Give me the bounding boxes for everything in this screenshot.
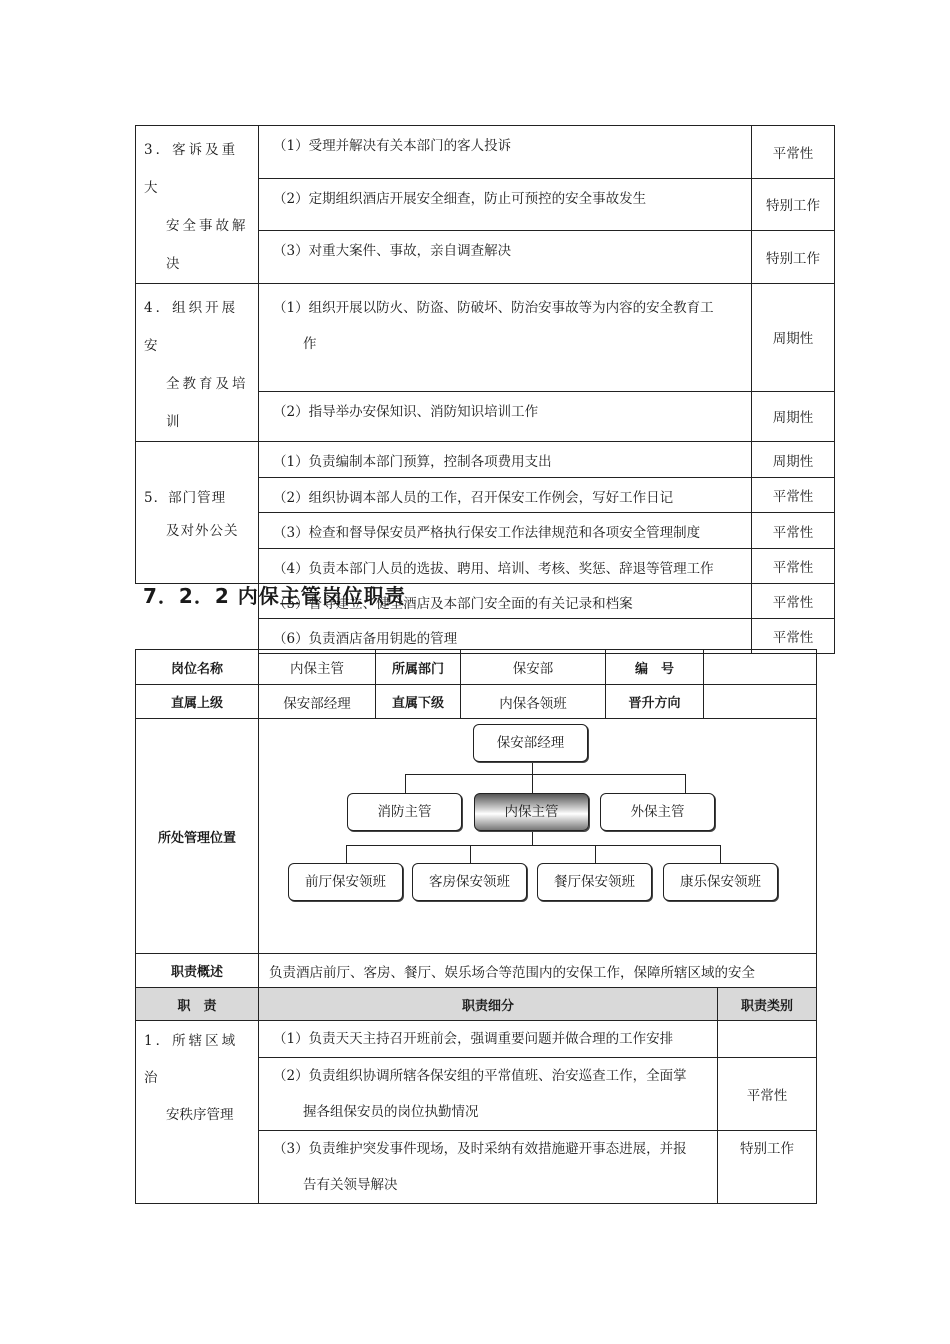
duty-item-line: 握各组保安员的岗位执勤情况 [303,1104,479,1120]
value-overview: 负责酒店前厅、客房、餐厅、娱乐场合等范围内的安保工作，保障所辖区域的安全 [259,954,817,988]
duty-category: 特别工作 [718,1131,817,1204]
section-title: 7．2．2 内保主管岗位职责 [143,584,406,608]
duty-category: 平常性 [752,126,835,179]
connector [532,774,533,793]
duty-line: 全教育及培 [166,376,249,392]
duty-category: 平常性 [752,478,835,513]
duty-cell [136,442,259,584]
duty-item-line: 告有关领导解决 [303,1177,398,1193]
org-node-external-supervisor: 外保主管 [600,793,715,831]
label-position-name: 岗位名称 [136,650,259,685]
value-promotion [704,685,817,719]
value-number [704,650,817,685]
duty-item: （4）负责本部门人员的选拔、聘用、培训、考核、奖惩、辞退等管理工作 [259,549,752,584]
org-node-frontdesk-leader: 前厅保安领班 [288,863,403,901]
duty-item: （1）负责天天主持召开班前会，强调重要问题并做合理的工作安排 [259,1021,718,1058]
duty-item: （3）对重大案件、事故，亲自调查解决 [259,231,752,284]
org-node-restaurant-leader: 餐厅保安领班 [537,863,652,901]
connector [532,762,533,774]
duty-line: 安全事故解 [166,218,249,234]
connector [720,845,721,863]
connector [346,845,720,846]
duty-line: 及对外公关 [166,523,239,539]
duty-category: 平常性 [718,1058,817,1131]
duty-item: （5）督导建立、健全酒店及本部门安全面的有关记录和档案 [259,584,752,619]
org-chart [259,719,816,953]
connector [685,774,686,793]
duty-item: （2）定期组织酒店开展安全细查，防止可预控的安全事故发生 [259,178,752,231]
duty-cell [136,126,259,284]
duty-category: 平常性 [752,513,835,549]
duty-line: 训 [166,414,183,430]
duty-cell [136,284,259,442]
duty-category: 平常性 [752,584,835,619]
duty-item-line: （3）负责维护突发事件现场，及时采纳有效措施避开事态进展，并报 [273,1141,687,1157]
duty-category: 周期性 [752,442,835,478]
duty-item: （3）检查和督导保安员严格执行保安工作法律规范和各项安全管理制度 [259,513,752,549]
job-description-table [135,649,817,1204]
value-subordinate: 内保各领班 [461,685,606,719]
duty-category: 特别工作 [752,231,835,284]
duty-category: 特别工作 [752,178,835,231]
duty-line: 决 [166,256,183,272]
value-position-name: 内保主管 [259,650,376,685]
connector [405,774,686,775]
duty-item [259,1131,718,1204]
duty-item-line: （1）组织开展以防火、防盗、防破坏、防治安事故等为内容的安全教育工 [273,300,714,316]
org-node-fire-supervisor: 消防主管 [347,793,462,831]
duty-item: （2）组织协调本部人员的工作，召开保安工作例会，写好工作日记 [259,478,752,513]
duty-item-line: 作 [303,336,317,352]
duty-line: 5．部门管理 [144,490,227,506]
duty-line: 4．组织开展安 [144,300,239,354]
duty-item: （1）负责编制本部门预算，控制各项费用支出 [259,442,752,478]
duty-item [259,1058,718,1131]
duty-item: （2）指导举办安保知识、消防知识培训工作 [259,391,752,441]
org-chart-cell [259,719,817,954]
connector [532,831,533,845]
label-overview: 职责概述 [136,954,259,988]
header-category: 职责类别 [718,988,817,1021]
label-promotion: 晋升方向 [606,685,704,719]
connector [470,845,471,863]
duty-item: （6）负责酒店备用钥匙的管理 [259,619,752,654]
org-node-recreation-leader: 康乐保安领班 [663,863,778,901]
connector [595,845,596,863]
duty-item: （1）受理并解决有关本部门的客人投诉 [259,126,752,179]
duty-cell [136,1021,259,1204]
org-node-internal-supervisor: 内保主管 [474,793,589,831]
label-number: 编 号 [606,650,704,685]
value-department: 保安部 [461,650,606,685]
value-superior: 保安部经理 [259,685,376,719]
duty-category: 平常性 [752,549,835,584]
header-duty: 职 责 [136,988,259,1021]
duty-category: 平常性 [752,619,835,654]
duty-table-continued [135,125,835,654]
label-department: 所属部门 [376,650,461,685]
duty-line: 1．所辖区域治 [144,1033,239,1086]
label-superior: 直属上级 [136,685,259,719]
connector [405,774,406,793]
duty-category: 周期性 [752,391,835,441]
org-node-manager: 保安部经理 [473,724,588,762]
header-detail: 职责细分 [259,988,718,1021]
connector [346,845,347,863]
duty-line: 3．客诉及重大 [144,142,239,196]
duty-category: 周期性 [752,284,835,392]
duty-line: 安秩序管理 [166,1107,234,1123]
duty-item-line: （2）负责组织协调所辖各保安组的平常值班、治安巡查工作，全面掌 [273,1068,687,1084]
org-node-room-leader: 客房保安领班 [412,863,527,901]
label-subordinate: 直属下级 [376,685,461,719]
duty-category [718,1021,817,1058]
duty-item [259,284,752,392]
label-position: 所处管理位置 [136,719,259,954]
